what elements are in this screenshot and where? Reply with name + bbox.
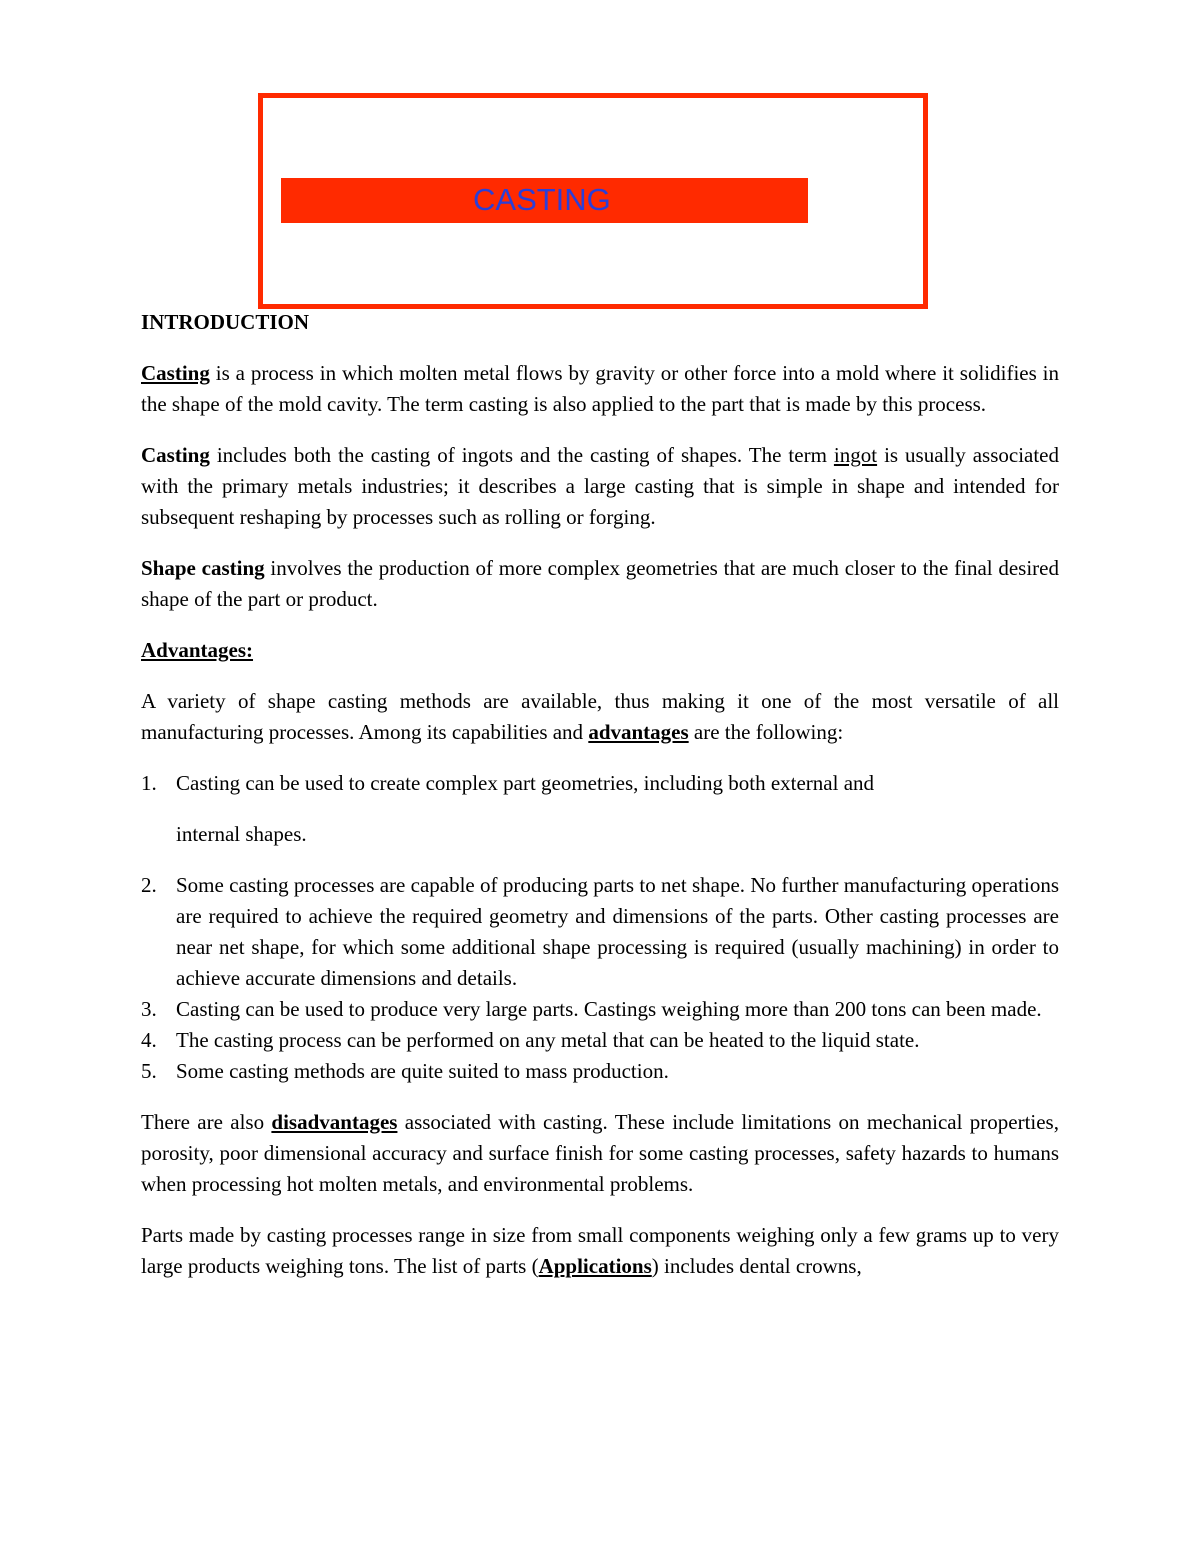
advantages-lead: A variety of shape casting methods are available, thus making it one of the most versatile of all manufacturing processes. Among its capabilities and advantages are the following: bbox=[141, 689, 1059, 744]
term-disadvantages: disadvantages bbox=[271, 1110, 398, 1134]
term-ingot: ingot bbox=[833, 443, 878, 467]
page-title: CASTING bbox=[473, 182, 611, 217]
intro-paragraph-3: Shape casting involves the production of more complex geometries that are much closer to the final desired shape of the part or product. bbox=[141, 556, 1059, 611]
list-item: 4. The casting process can be performed on any metal that can be heated to the liquid state. bbox=[141, 1028, 920, 1052]
intro-paragraph-1: Casting is a process in which molten metal flows by gravity or other force into a mold where it solidifies in the shape of the mold cavity. The term casting is also applied to the part that is made by this process. bbox=[141, 361, 1059, 416]
disadvantages-paragraph: There are also disadvantages associated with casting. These include limitations on mechanical properties, porosity, poor dimensional accuracy and surface finish for some casting processes, safety hazards to humans when processing hot molten metals, and environmental problems. bbox=[141, 1110, 1059, 1196]
list-item: 3. Casting can be used to produce very large parts. Castings weighing more than 200 tons can been made. bbox=[141, 997, 1042, 1021]
list-item-continuation: internal shapes. bbox=[176, 822, 307, 846]
term-shape-casting: Shape casting bbox=[141, 556, 265, 580]
list-item: 5. Some casting methods are quite suited to mass production. bbox=[141, 1059, 669, 1083]
applications-paragraph: Parts made by casting processes range in size from small components weighing only a few grams up to very large products weighing tons. The list of parts (Applications) includes dental crowns, bbox=[141, 1223, 1059, 1278]
intro-heading: INTRODUCTION bbox=[141, 310, 310, 334]
term-advantages: advantages bbox=[588, 720, 689, 744]
intro-paragraph-2: Casting includes both the casting of ingots and the casting of shapes. The term ingot is usually associated with the primary metals industries; it describes a large casting that is simple in shape and intended for subsequent reshaping by processes such as rolling or forging. bbox=[141, 443, 1060, 529]
list-item: 2. Some casting processes are capable of producing parts to net shape. No further manufacturing operations are required to achieve the required geometry and dimensions of the parts. Other casting processes are near net shape, for which some additional shape processing is required (usually machining) in order to achieve accurate dimensions and details. bbox=[141, 873, 1059, 990]
term-applications: Applications bbox=[538, 1254, 652, 1278]
advantages-heading: Advantages: bbox=[141, 638, 254, 662]
list-item: 1. Casting can be used to create complex part geometries, including both external and bbox=[141, 771, 875, 795]
document-body bbox=[141, 307, 1059, 1282]
term-casting: Casting bbox=[141, 361, 210, 385]
term-casting-2: Casting bbox=[141, 443, 210, 467]
